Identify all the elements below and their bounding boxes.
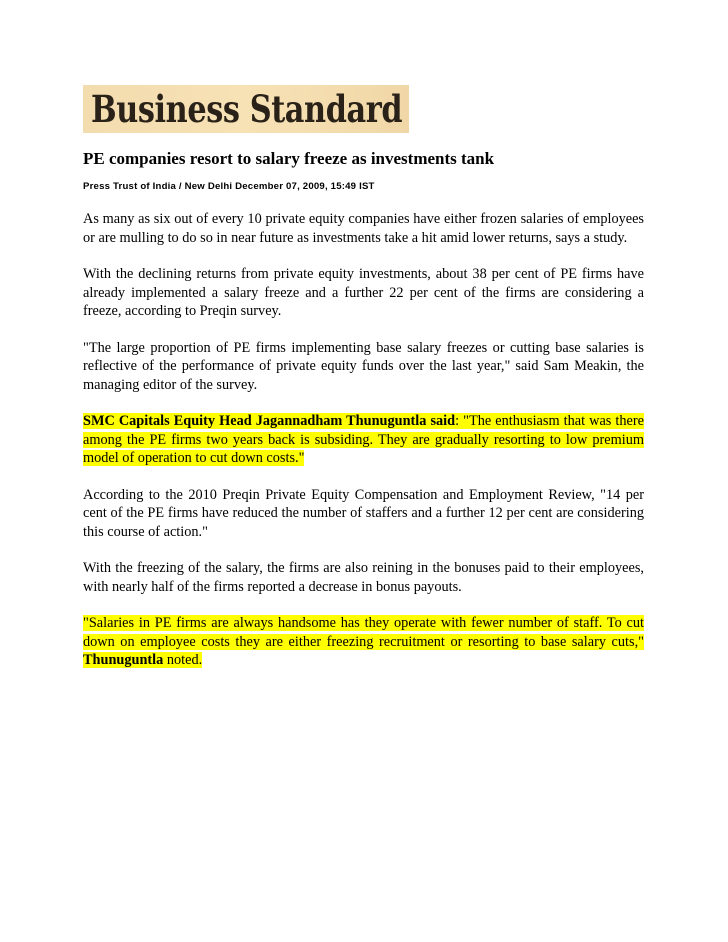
paragraph-4-highlighted — [83, 412, 644, 468]
paragraph-1: As many as six out of every 10 private equity companies have either frozen salaries of employees or are mulling to do so in near future as investments take a hit amid lower returns, says a study. — [83, 211, 644, 246]
masthead-logo — [83, 85, 409, 133]
paragraph-7-highlighted — [83, 614, 644, 670]
closing-attribution: noted. — [163, 652, 203, 668]
paragraph-3: "The large proportion of PE firms implementing base salary freezes or cutting base salaries is reflective of the performance of private equity funds over the last year," said Sam Meakin, the managing editor of the survey. — [83, 339, 644, 393]
quote-text: : "The enthusiasm that was there among the PE firms two years back is subsiding. They are gradually resorting to low premium model of operation to cut down costs." — [83, 413, 645, 466]
logo-text: Business Standard — [91, 87, 403, 131]
highlight-quote-intro — [83, 413, 644, 466]
highlight-quote-closing — [83, 615, 644, 668]
paragraph-2: With the declining returns from private equity investments, about 38 per cent of PE firms have already implemented a salary freeze and a further 22 per cent of the firms are considering a freeze, according to Preqin survey. — [83, 266, 644, 319]
paragraph-6: With the freezing of the salary, the firms are also reining in the bonuses paid to their employees, with nearly half of the firms reported a decrease in bonus payouts. — [83, 560, 644, 595]
article-headline: PE companies resort to salary freeze as investments tank — [83, 149, 495, 168]
speaker-name: Thunuguntla — [83, 652, 164, 668]
article-body — [83, 210, 644, 688]
paragraph-5: According to the 2010 Preqin Private Equity Compensation and Employment Review, "14 per cent of the PE firms have reduced the number of staffers and a further 12 per cent are considering this course of action." — [83, 486, 644, 540]
closing-quote-text: "Salaries in PE firms are always handsome has they operate with fewer number of staff. To cut down on employee costs they are either freezing recruitment or resorting to base salary cuts," — [83, 615, 644, 650]
article-byline: Press Trust of India / New Delhi December 07, 2009, 15:49 IST — [83, 181, 375, 192]
speaker-attribution: SMC Capitals Equity Head Jagannadham Thunuguntla said — [83, 413, 456, 429]
